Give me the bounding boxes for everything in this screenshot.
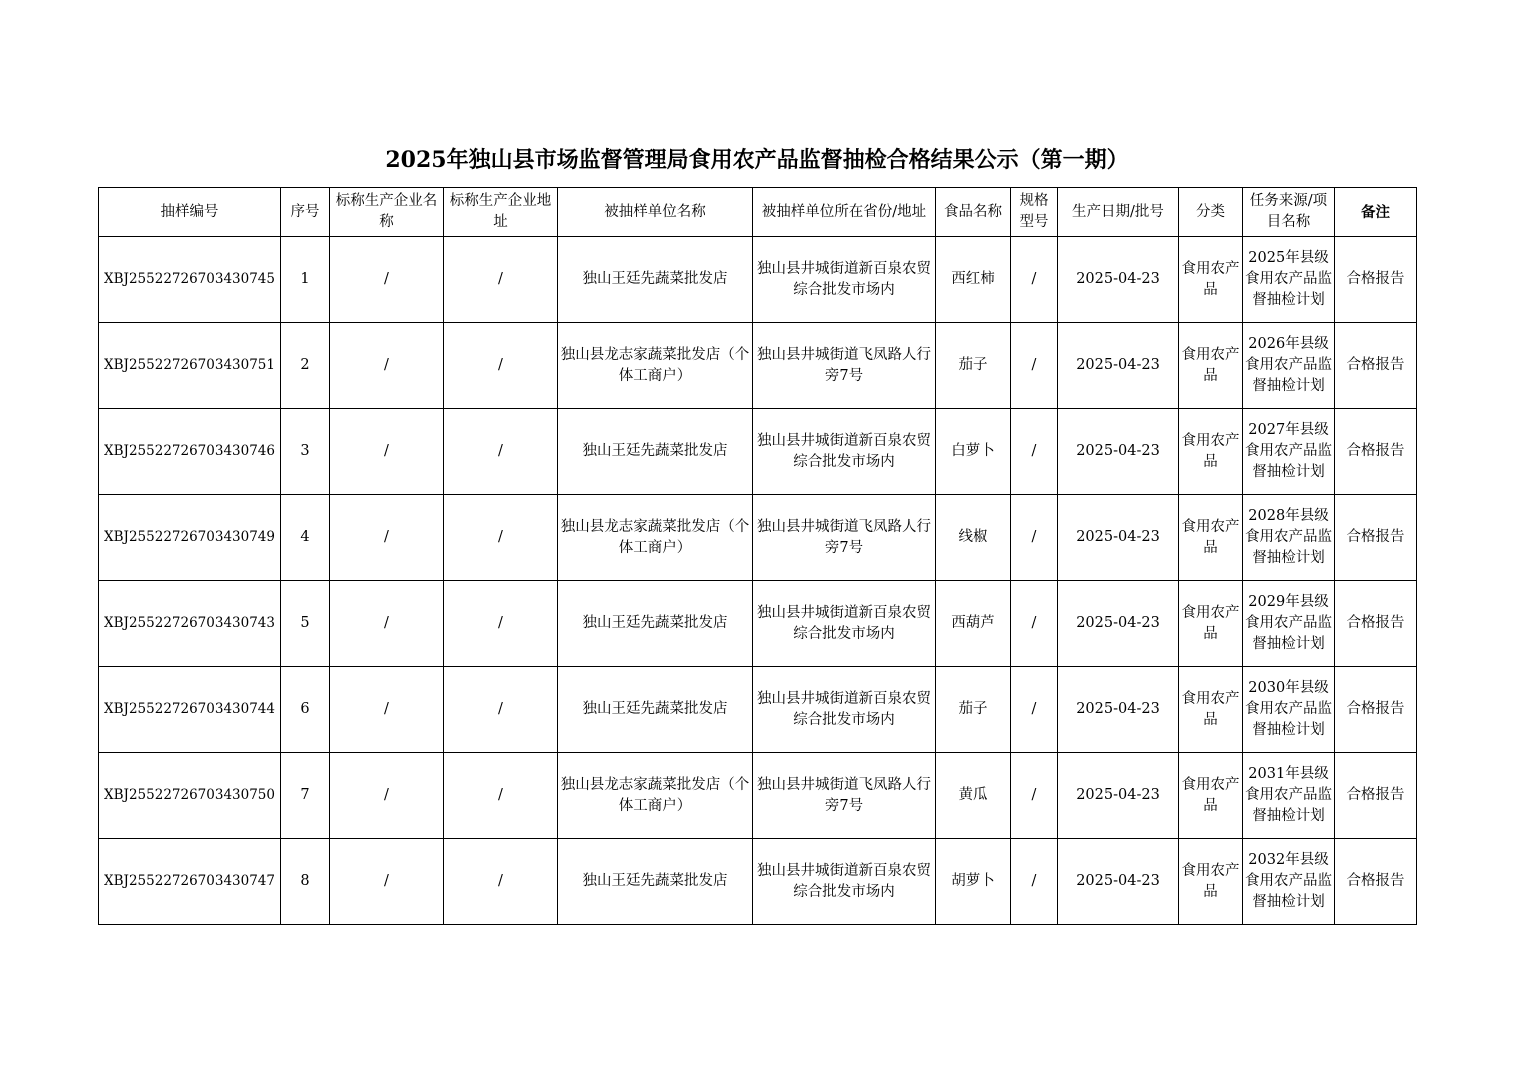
cell-unit-address: 独山县井城街道新百泉农贸综合批发市场内 <box>753 237 936 323</box>
table-row <box>99 667 1417 753</box>
cell-spec: / <box>1011 839 1058 925</box>
cell-seq: 7 <box>281 753 330 839</box>
cell-seq: 4 <box>281 495 330 581</box>
table-row <box>99 753 1417 839</box>
cell-date: 2025-04-23 <box>1058 581 1179 667</box>
table-row <box>99 409 1417 495</box>
cell-remark: 合格报告 <box>1335 753 1417 839</box>
cell-sample-code: XBJ25522726703430743 <box>99 581 281 667</box>
cell-seq: 5 <box>281 581 330 667</box>
cell-spec: / <box>1011 753 1058 839</box>
header-spec: 规格型号 <box>1011 188 1058 237</box>
cell-category: 食用农产品 <box>1179 323 1243 409</box>
cell-spec: / <box>1011 581 1058 667</box>
cell-remark: 合格报告 <box>1335 581 1417 667</box>
cell-sampled-unit: 独山王廷先蔬菜批发店 <box>558 667 753 753</box>
cell-date: 2025-04-23 <box>1058 237 1179 323</box>
cell-producer-name: / <box>330 409 444 495</box>
header-remark: 备注 <box>1335 188 1417 237</box>
cell-unit-address: 独山县井城街道飞凤路人行旁7号 <box>753 753 936 839</box>
cell-producer-name: / <box>330 839 444 925</box>
cell-date: 2025-04-23 <box>1058 839 1179 925</box>
cell-category: 食用农产品 <box>1179 581 1243 667</box>
cell-sampled-unit: 独山王廷先蔬菜批发店 <box>558 581 753 667</box>
cell-task-source: 2030年县级食用农产品监督抽检计划 <box>1243 667 1335 753</box>
header-date: 生产日期/批号 <box>1058 188 1179 237</box>
table-row <box>99 581 1417 667</box>
table-row <box>99 495 1417 581</box>
cell-task-source: 2032年县级食用农产品监督抽检计划 <box>1243 839 1335 925</box>
cell-producer-address: / <box>444 495 558 581</box>
cell-task-source: 2031年县级食用农产品监督抽检计划 <box>1243 753 1335 839</box>
cell-remark: 合格报告 <box>1335 409 1417 495</box>
cell-spec: / <box>1011 667 1058 753</box>
cell-producer-address: / <box>444 581 558 667</box>
header-food-name: 食品名称 <box>936 188 1011 237</box>
cell-unit-address: 独山县井城街道新百泉农贸综合批发市场内 <box>753 667 936 753</box>
cell-seq: 1 <box>281 237 330 323</box>
results-table <box>98 187 1417 925</box>
cell-food-name: 西葫芦 <box>936 581 1011 667</box>
cell-sampled-unit: 独山县龙志家蔬菜批发店（个体工商户） <box>558 323 753 409</box>
cell-producer-address: / <box>444 839 558 925</box>
cell-sample-code: XBJ25522726703430750 <box>99 753 281 839</box>
cell-food-name: 茄子 <box>936 323 1011 409</box>
cell-seq: 2 <box>281 323 330 409</box>
page-title: 2025年独山县市场监督管理局食用农产品监督抽检合格结果公示（第一期） <box>385 147 1129 173</box>
cell-producer-name: / <box>330 237 444 323</box>
cell-sampled-unit: 独山县龙志家蔬菜批发店（个体工商户） <box>558 753 753 839</box>
cell-unit-address: 独山县井城街道新百泉农贸综合批发市场内 <box>753 839 936 925</box>
cell-date: 2025-04-23 <box>1058 753 1179 839</box>
header-task-source: 任务来源/项目名称 <box>1243 188 1335 237</box>
cell-producer-name: / <box>330 667 444 753</box>
header-category: 分类 <box>1179 188 1243 237</box>
cell-unit-address: 独山县井城街道新百泉农贸综合批发市场内 <box>753 409 936 495</box>
cell-spec: / <box>1011 409 1058 495</box>
cell-producer-address: / <box>444 323 558 409</box>
cell-category: 食用农产品 <box>1179 839 1243 925</box>
cell-task-source: 2029年县级食用农产品监督抽检计划 <box>1243 581 1335 667</box>
cell-date: 2025-04-23 <box>1058 323 1179 409</box>
table-header-row <box>99 188 1417 237</box>
cell-category: 食用农产品 <box>1179 409 1243 495</box>
cell-producer-name: / <box>330 323 444 409</box>
header-producer-name: 标称生产企业名称 <box>330 188 444 237</box>
cell-producer-address: / <box>444 667 558 753</box>
table-row <box>99 237 1417 323</box>
cell-date: 2025-04-23 <box>1058 667 1179 753</box>
table-row <box>99 839 1417 925</box>
cell-sample-code: XBJ25522726703430745 <box>99 237 281 323</box>
cell-food-name: 西红柿 <box>936 237 1011 323</box>
cell-spec: / <box>1011 495 1058 581</box>
cell-food-name: 胡萝卜 <box>936 839 1011 925</box>
cell-task-source: 2028年县级食用农产品监督抽检计划 <box>1243 495 1335 581</box>
cell-remark: 合格报告 <box>1335 237 1417 323</box>
cell-sampled-unit: 独山县龙志家蔬菜批发店（个体工商户） <box>558 495 753 581</box>
cell-sample-code: XBJ25522726703430747 <box>99 839 281 925</box>
cell-sampled-unit: 独山王廷先蔬菜批发店 <box>558 839 753 925</box>
header-producer-address: 标称生产企业地址 <box>444 188 558 237</box>
header-sampled-unit: 被抽样单位名称 <box>558 188 753 237</box>
cell-seq: 6 <box>281 667 330 753</box>
cell-food-name: 茄子 <box>936 667 1011 753</box>
cell-task-source: 2027年县级食用农产品监督抽检计划 <box>1243 409 1335 495</box>
table-row <box>99 323 1417 409</box>
header-sample-code: 抽样编号 <box>99 188 281 237</box>
cell-date: 2025-04-23 <box>1058 495 1179 581</box>
cell-task-source: 2025年县级食用农产品监督抽检计划 <box>1243 237 1335 323</box>
cell-spec: / <box>1011 323 1058 409</box>
cell-category: 食用农产品 <box>1179 237 1243 323</box>
cell-category: 食用农产品 <box>1179 667 1243 753</box>
cell-category: 食用农产品 <box>1179 495 1243 581</box>
cell-unit-address: 独山县井城街道飞凤路人行旁7号 <box>753 495 936 581</box>
cell-remark: 合格报告 <box>1335 839 1417 925</box>
cell-unit-address: 独山县井城街道飞凤路人行旁7号 <box>753 323 936 409</box>
cell-seq: 8 <box>281 839 330 925</box>
cell-producer-name: / <box>330 495 444 581</box>
cell-producer-name: / <box>330 581 444 667</box>
cell-sample-code: XBJ25522726703430746 <box>99 409 281 495</box>
cell-sample-code: XBJ25522726703430744 <box>99 667 281 753</box>
cell-date: 2025-04-23 <box>1058 409 1179 495</box>
cell-task-source: 2026年县级食用农产品监督抽检计划 <box>1243 323 1335 409</box>
header-unit-address: 被抽样单位所在省份/地址 <box>753 188 936 237</box>
cell-sample-code: XBJ25522726703430749 <box>99 495 281 581</box>
cell-sampled-unit: 独山王廷先蔬菜批发店 <box>558 237 753 323</box>
cell-remark: 合格报告 <box>1335 667 1417 753</box>
cell-unit-address: 独山县井城街道新百泉农贸综合批发市场内 <box>753 581 936 667</box>
cell-producer-address: / <box>444 753 558 839</box>
cell-food-name: 线椒 <box>936 495 1011 581</box>
header-seq: 序号 <box>281 188 330 237</box>
cell-category: 食用农产品 <box>1179 753 1243 839</box>
cell-sampled-unit: 独山王廷先蔬菜批发店 <box>558 409 753 495</box>
cell-food-name: 黄瓜 <box>936 753 1011 839</box>
cell-producer-name: / <box>330 753 444 839</box>
cell-spec: / <box>1011 237 1058 323</box>
cell-producer-address: / <box>444 237 558 323</box>
cell-producer-address: / <box>444 409 558 495</box>
cell-remark: 合格报告 <box>1335 323 1417 409</box>
cell-seq: 3 <box>281 409 330 495</box>
cell-sample-code: XBJ25522726703430751 <box>99 323 281 409</box>
cell-remark: 合格报告 <box>1335 495 1417 581</box>
cell-food-name: 白萝卜 <box>936 409 1011 495</box>
